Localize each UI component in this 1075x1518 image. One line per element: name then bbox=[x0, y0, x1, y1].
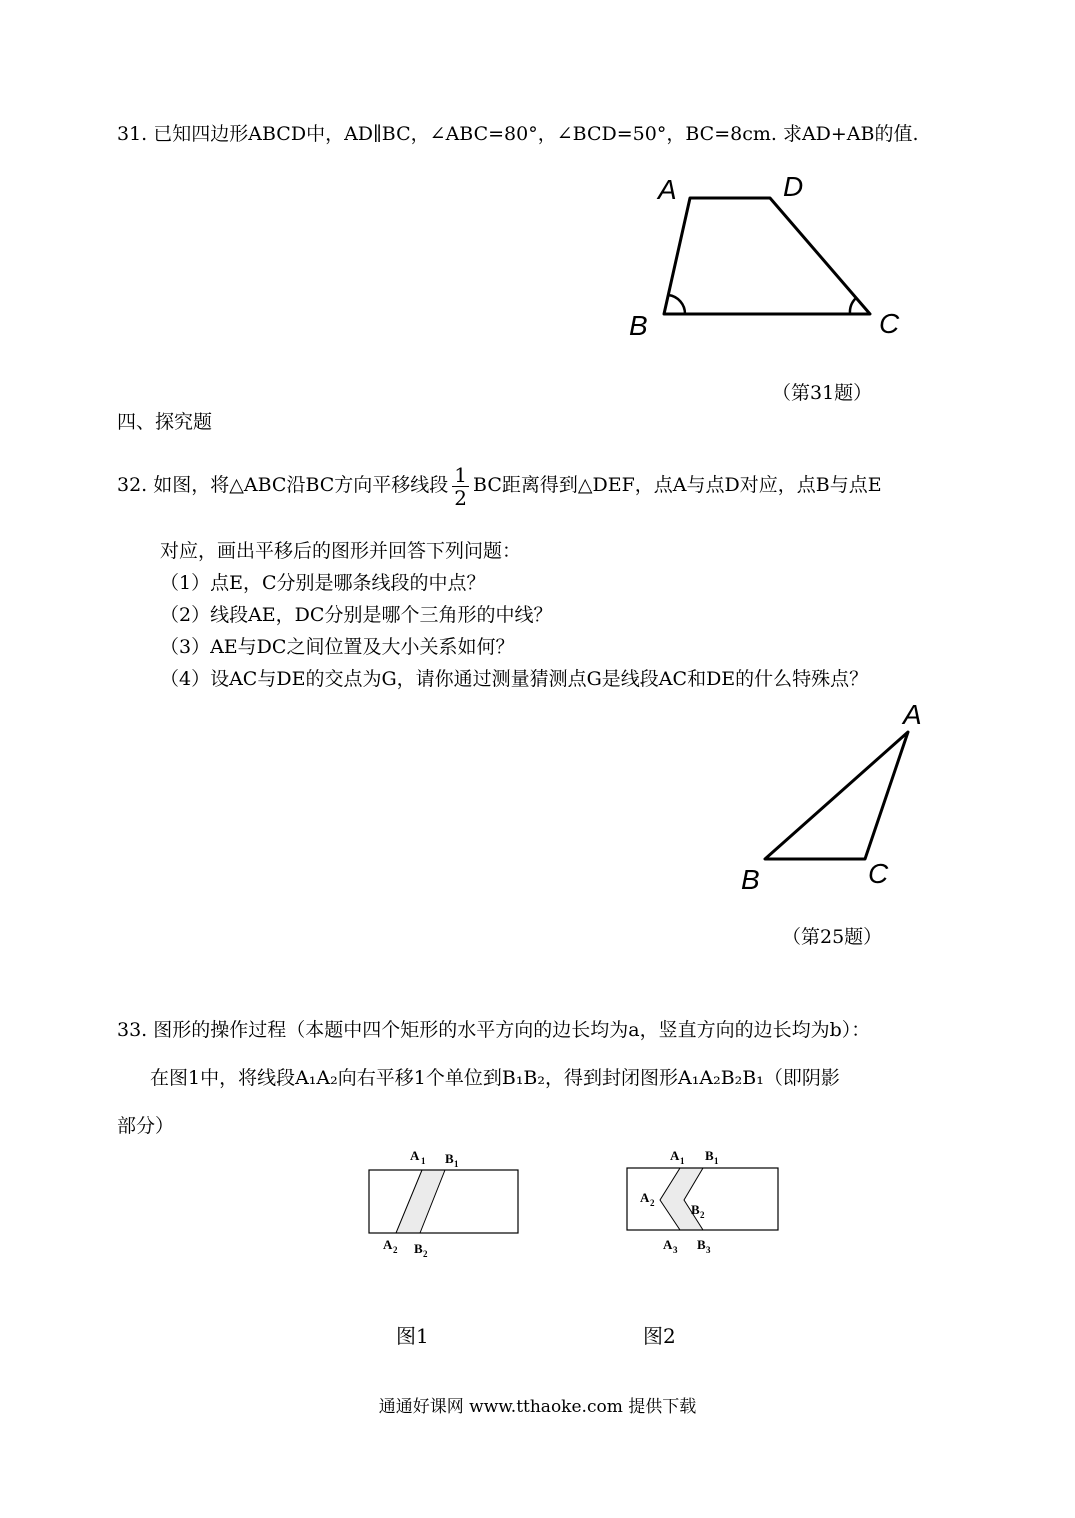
label-d: D bbox=[783, 171, 804, 202]
q31-trapezoid-figure bbox=[620, 165, 920, 350]
q33-line1: 33. 图形的操作过程（本题中四个矩形的水平方向的边长均为a，竖直方向的边长均为b）： bbox=[117, 1019, 871, 1041]
fraction-denominator: 2 bbox=[454, 485, 468, 510]
q31-caption: （第31题） bbox=[772, 382, 873, 404]
label-b3: B bbox=[697, 1237, 706, 1252]
label-b1-sub: 1 bbox=[454, 1159, 459, 1169]
fraction-numerator: 1 bbox=[454, 462, 468, 487]
rectangle bbox=[369, 1170, 518, 1233]
trapezoid-abcd bbox=[664, 198, 870, 314]
figure-2 bbox=[620, 1140, 790, 1265]
q32-text-before: 32. 如图，将△ABC沿BC方向平移线段 bbox=[117, 474, 449, 496]
figure-1 bbox=[360, 1140, 530, 1265]
figure-2-caption: 图2 bbox=[643, 1324, 676, 1348]
label-b2: B bbox=[691, 1202, 700, 1217]
q32-caption: （第25题） bbox=[782, 926, 883, 948]
figure-1-caption: 图1 bbox=[396, 1324, 429, 1348]
q33-line3: 部分） bbox=[117, 1115, 175, 1137]
fraction-one-half bbox=[452, 464, 469, 509]
label-b1: B bbox=[705, 1148, 714, 1163]
label-c: C bbox=[868, 858, 889, 889]
label-a1: A bbox=[410, 1148, 420, 1163]
label-b2-sub: 2 bbox=[700, 1210, 705, 1220]
label-b: B bbox=[629, 310, 648, 341]
label-b2: B bbox=[414, 1241, 423, 1256]
angle-c-arc bbox=[850, 298, 856, 314]
footer-credit: 通通好课网 www.tthaoke.com 提供下载 bbox=[378, 1397, 697, 1417]
label-a2: A bbox=[640, 1190, 650, 1205]
label-a: A bbox=[903, 699, 922, 730]
label-a: A bbox=[658, 174, 677, 205]
label-a2: A bbox=[383, 1237, 393, 1252]
label-a1: A bbox=[670, 1148, 680, 1163]
label-b3-sub: 3 bbox=[706, 1245, 711, 1255]
label-a1-sub: 1 bbox=[680, 1156, 685, 1166]
q32-line1 bbox=[117, 460, 882, 510]
q33-line2: 在图1中，将线段A₁A₂向右平移1个单位到B₁B₂，得到封闭图形A₁A₂B₂B₁（即阴影 bbox=[150, 1067, 840, 1089]
q31-text: 31. 已知四边形ABCD中，AD∥BC，∠ABC=80°，∠BCD=50°，BC=8cm. 求AD+AB的值. bbox=[117, 123, 919, 145]
label-b2-sub: 2 bbox=[423, 1249, 428, 1259]
label-b1-sub: 1 bbox=[714, 1156, 719, 1166]
q32-sub1: （1）点E，C分别是哪条线段的中点？ bbox=[160, 572, 486, 594]
shaded-region bbox=[396, 1170, 445, 1233]
label-b: B bbox=[741, 864, 760, 895]
q32-sub2: （2）线段AE，DC分别是哪个三角形的中线？ bbox=[160, 604, 553, 626]
q32-text-after: BC距离得到△DEF，点A与点D对应，点B与点E bbox=[473, 474, 882, 496]
section-title: 四、探究题 bbox=[117, 411, 213, 433]
label-a3-sub: 3 bbox=[673, 1245, 678, 1255]
label-c: C bbox=[879, 308, 900, 339]
label-a2-sub: 2 bbox=[650, 1198, 655, 1208]
label-b1: B bbox=[445, 1151, 454, 1166]
q32-sub4: （4）设AC与DE的交点为G，请你通过测量猜测点G是线段AC和DE的什么特殊点？ bbox=[160, 668, 869, 690]
label-a3: A bbox=[663, 1237, 673, 1252]
q32-line2: 对应，画出平移后的图形并回答下列问题： bbox=[160, 540, 522, 562]
label-a2-sub: 2 bbox=[393, 1245, 398, 1255]
q32-sub3: （3）AE与DC之间位置及大小关系如何？ bbox=[160, 636, 515, 658]
angle-b-arc bbox=[669, 295, 686, 314]
label-a1-sub: 1 bbox=[421, 1156, 426, 1166]
triangle-abc bbox=[765, 732, 908, 859]
q32-triangle-figure bbox=[730, 695, 940, 900]
